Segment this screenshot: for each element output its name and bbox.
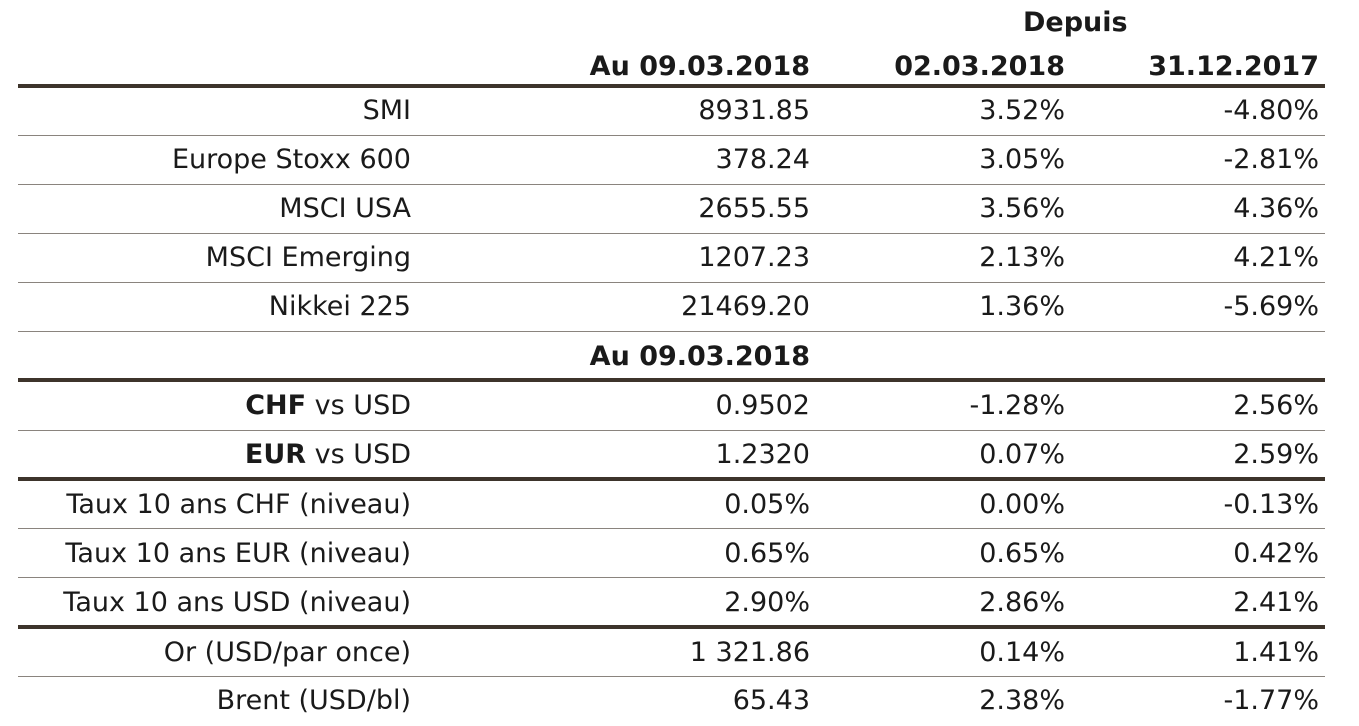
row-label: Or (USD/par once) — [163, 637, 411, 668]
value-ytd-change: 4.36% — [1233, 193, 1319, 224]
column-header-since-year: 31.12.2017 — [1148, 51, 1319, 82]
value-week-change: 0.14% — [979, 637, 1065, 668]
row-label — [245, 440, 411, 470]
value-ytd-change: 4.21% — [1233, 242, 1319, 273]
value-level: 65.43 — [732, 685, 810, 716]
value-level: 1.2320 — [715, 439, 810, 470]
currency-pair-rest: vs USD — [306, 439, 411, 470]
row-label: Taux 10 ans CHF (niveau) — [66, 489, 411, 520]
value-ytd-change: -1.77% — [1223, 685, 1319, 716]
column-header-date: Au 09.03.2018 — [589, 51, 810, 82]
table-row — [0, 579, 1359, 628]
value-ytd-change: -5.69% — [1223, 291, 1319, 322]
value-week-change: 3.56% — [979, 193, 1065, 224]
value-week-change: 2.38% — [979, 685, 1065, 716]
value-ytd-change: 2.59% — [1233, 439, 1319, 470]
table-row — [0, 136, 1359, 185]
section-header-date: Au 09.03.2018 — [589, 341, 810, 372]
value-ytd-change: -0.13% — [1223, 489, 1319, 520]
row-divider — [18, 331, 1325, 332]
value-level: 0.9502 — [715, 390, 810, 421]
row-label: SMI — [362, 95, 411, 126]
table-row — [0, 530, 1359, 579]
row-label: MSCI USA — [279, 193, 411, 224]
value-level: 0.05% — [724, 489, 810, 520]
value-week-change: 3.52% — [979, 95, 1065, 126]
table-row — [0, 431, 1359, 480]
currency-pair-rest: vs USD — [306, 390, 411, 421]
table-row — [0, 283, 1359, 332]
table-row — [0, 87, 1359, 136]
value-level: 378.24 — [715, 144, 810, 175]
table-row — [0, 234, 1359, 283]
table-row — [0, 185, 1359, 234]
value-week-change: -1.28% — [969, 390, 1065, 421]
row-divider — [18, 528, 1325, 529]
value-level: 1207.23 — [698, 242, 810, 273]
table-row — [0, 382, 1359, 431]
value-level: 1 321.86 — [689, 637, 810, 668]
value-ytd-change: 0.42% — [1233, 538, 1319, 569]
value-week-change: 0.07% — [979, 439, 1065, 470]
value-week-change: 0.00% — [979, 489, 1065, 520]
row-label: Europe Stoxx 600 — [171, 144, 411, 175]
currency-code: EUR — [244, 439, 307, 470]
value-level: 21469.20 — [681, 291, 810, 322]
row-divider — [18, 577, 1325, 578]
currency-code: CHF — [245, 390, 307, 421]
row-label: Brent (USD/bl) — [216, 685, 411, 716]
row-label: Taux 10 ans USD (niveau) — [63, 587, 411, 618]
value-level: 0.65% — [724, 538, 810, 569]
value-ytd-change: -2.81% — [1223, 144, 1319, 175]
table-row — [0, 481, 1359, 530]
value-week-change: 2.86% — [979, 587, 1065, 618]
value-ytd-change: 1.41% — [1233, 637, 1319, 668]
row-label — [245, 391, 411, 421]
depuis-header: Depuis — [1023, 7, 1128, 38]
row-label: Nikkei 225 — [268, 291, 411, 322]
value-week-change: 0.65% — [979, 538, 1065, 569]
value-week-change: 3.05% — [979, 144, 1065, 175]
value-week-change: 1.36% — [979, 291, 1065, 322]
table-row — [0, 629, 1359, 678]
value-ytd-change: -4.80% — [1223, 95, 1319, 126]
row-label: MSCI Emerging — [205, 242, 411, 273]
row-label: Taux 10 ans EUR (niveau) — [65, 538, 411, 569]
value-level: 2655.55 — [698, 193, 810, 224]
value-level: 8931.85 — [698, 95, 810, 126]
value-ytd-change: 2.56% — [1233, 390, 1319, 421]
table-row — [0, 677, 1359, 726]
value-week-change: 2.13% — [979, 242, 1065, 273]
value-level: 2.90% — [724, 587, 810, 618]
value-ytd-change: 2.41% — [1233, 587, 1319, 618]
column-header-since-week: 02.03.2018 — [894, 51, 1065, 82]
